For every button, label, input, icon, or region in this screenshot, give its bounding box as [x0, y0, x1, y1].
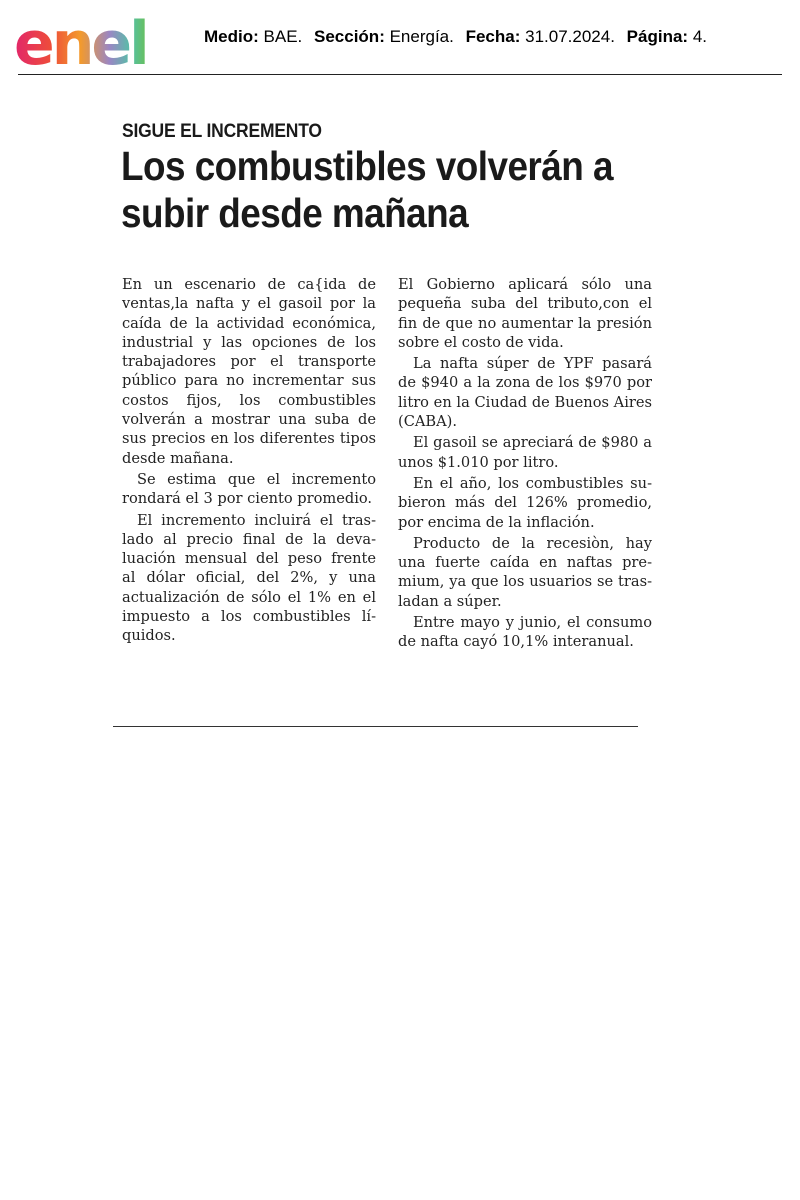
- article-paragraph: Entre mayo y junio, el consumo de nafta cayó 10,1% interanual.: [398, 614, 652, 651]
- article-end-divider: [113, 726, 638, 727]
- enel-logo: [14, 8, 184, 70]
- article-paragraph: En un escenario de ca{ida de ventas,la nafta y el gasoil por la caída de la actividad económica, industrial y las opciones de los trabajadores por el transporte público para no incrementar sus costos fijos, los combustibles volverán a mostrar una suba de sus precios en los diferentes tipos desde mañana.: [122, 276, 376, 467]
- pagina-value: 4.: [692, 27, 707, 46]
- article-paragraph: Producto de la recesiòn, hay una fuerte caída en naftas premium, ya que los usuarios se trasladan a súper.: [398, 534, 652, 610]
- medio-value: BAE.: [263, 27, 303, 46]
- article-paragraph: El incremento incluirá el traslado al precio final de la devaluación mensual del peso frente al dólar oficial, del 2%, y una actualización de sólo el 1% en el impuesto a los combustibles líquidos.: [122, 511, 376, 645]
- article-column-right: [398, 275, 652, 654]
- article-paragraph: En el año, los combustibles subieron más del 126% promedio, por encima de la inflación.: [398, 474, 652, 531]
- article-paragraph: El Gobierno aplicará sólo una pequeña suba del tributo,con el fin de que no aumentar la presión sobre el costo de vida.: [398, 276, 652, 351]
- article-column-left: [122, 275, 376, 648]
- pagina-label: Página:: [626, 27, 689, 46]
- fecha-value: 31.07.2024.: [525, 27, 615, 46]
- page-header: [0, 0, 800, 76]
- medio-label: Medio:: [204, 27, 259, 46]
- article-paragraph: La nafta súper de YPF pasará de $940 a la zona de los $970 por litro en la Ciudad de Buenos Aires (CABA).: [398, 355, 652, 431]
- header-divider: [18, 74, 782, 75]
- logo-wordmark: enel: [14, 9, 147, 70]
- article-kicker: SIGUE EL INCREMENTO: [122, 121, 322, 142]
- seccion-label: Sección:: [314, 27, 385, 46]
- article-paragraph: Se estima que el incremento rondará el 3 por ciento promedio.: [122, 470, 376, 508]
- fecha-label: Fecha:: [465, 27, 521, 46]
- seccion-value: Energía.: [389, 27, 454, 46]
- article-headline: Los combustibles volverán a subir desde mañana: [121, 143, 613, 236]
- clipping-metadata: [204, 27, 707, 47]
- article-paragraph: El gasoil se apreciará de $980 a unos $1.010 por litro.: [398, 434, 652, 471]
